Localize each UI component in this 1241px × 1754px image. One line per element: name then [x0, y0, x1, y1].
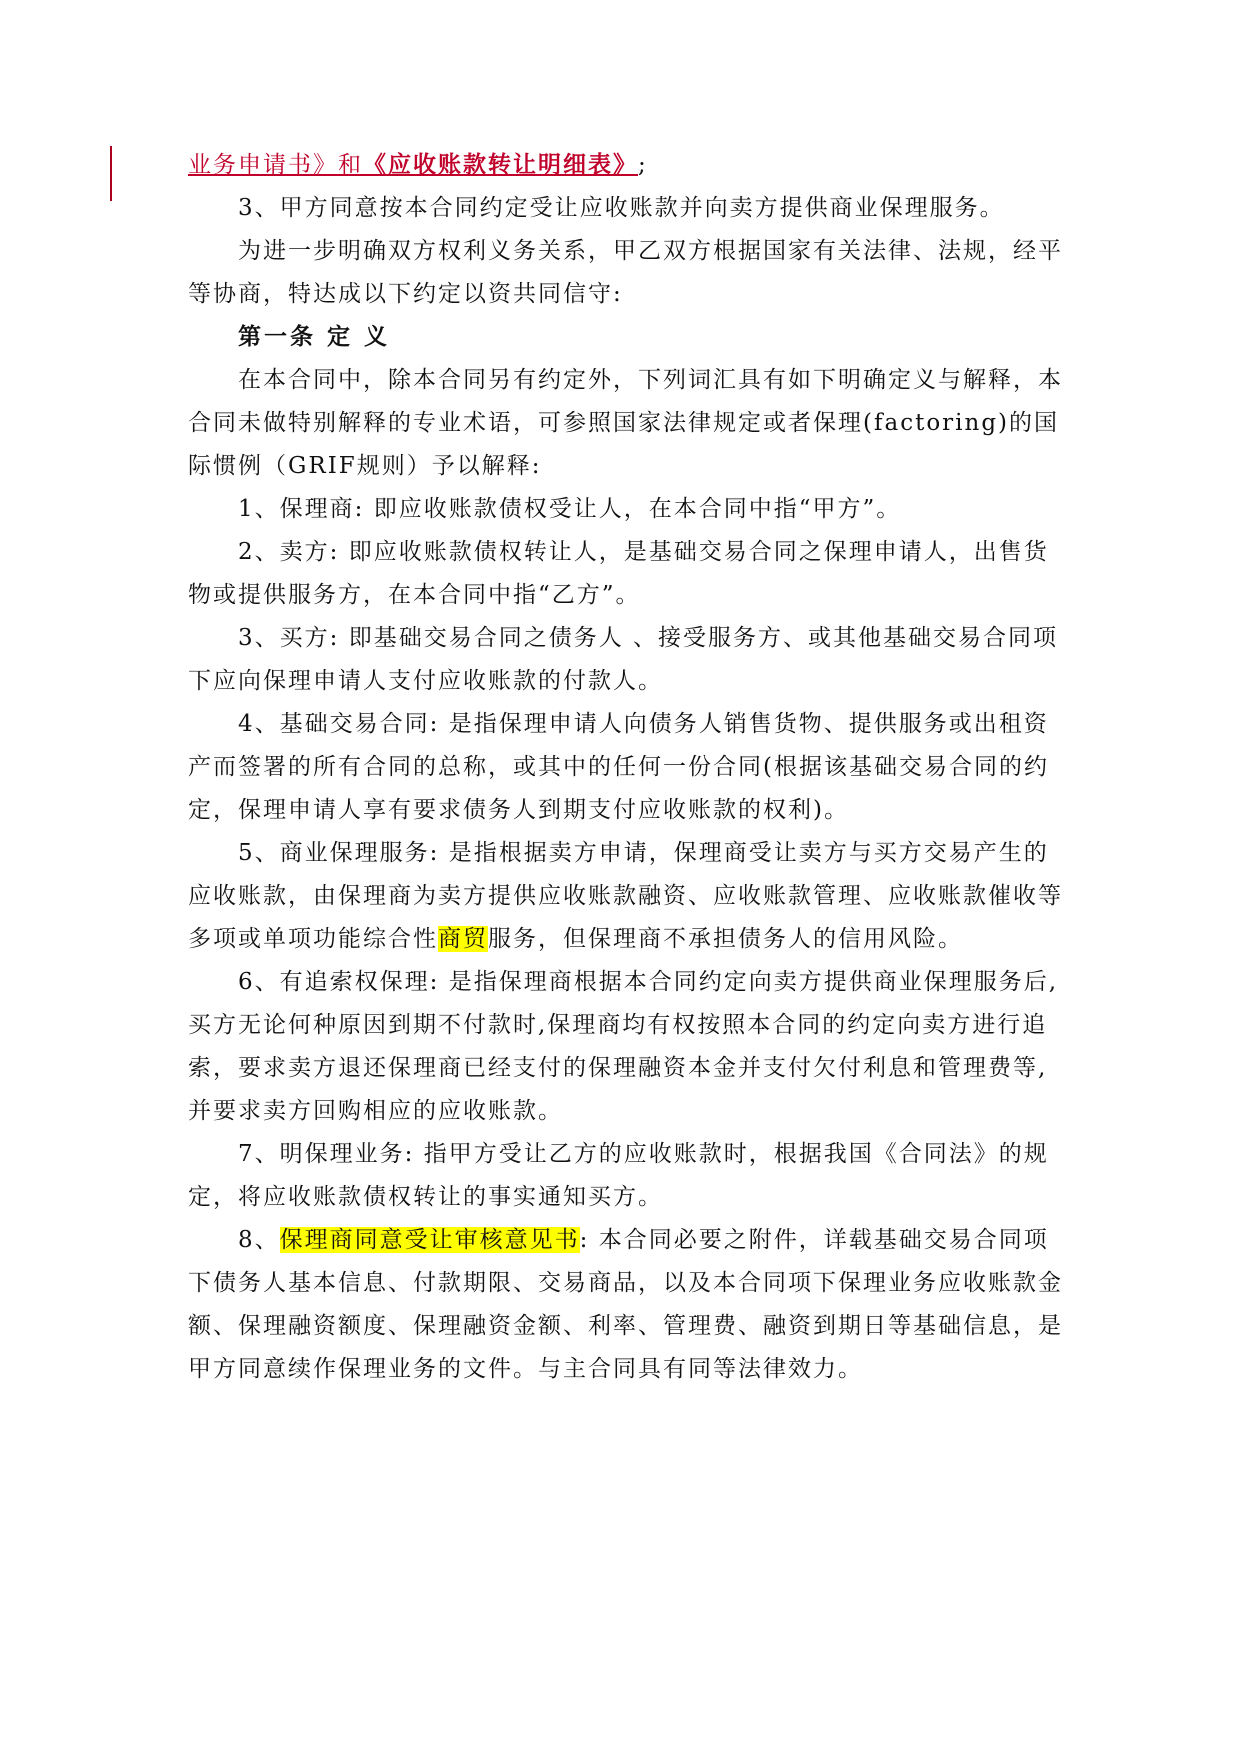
definition-8-line-1 [238, 1225, 1049, 1255]
paragraph-line-4: 等协商，特达成以下约定以资共同信守: [188, 281, 623, 307]
highlighted-term: 商贸 [438, 926, 488, 952]
definition-8-line-4: 甲方同意续作保理业务的文件。与主合同具有同等法律效力。 [188, 1356, 863, 1382]
punctuation: ; [638, 152, 648, 178]
paragraph-line-1 [188, 150, 648, 180]
paragraph-line-5: 在本合同中，除本合同另有约定外，下列词汇具有如下明确定义与解释，本 [238, 367, 1063, 393]
definition-6-line-2: 买方无论何种原因到期不付款时,保理商均有权按照本合同的约定向卖方进行追 [188, 1012, 1048, 1038]
definition-4-line-1: 4、基础交易合同: 是指保理申请人向债务人销售货物、提供服务或出租资 [238, 711, 1049, 737]
definition-8-text: : 本合同必要之附件，详载基础交易合同项 [579, 1227, 1049, 1253]
paragraph-line-7: 际惯例（GRIF规则）予以解释: [188, 453, 542, 479]
definition-7-line-1: 7、明保理业务: 指甲方受让乙方的应收账款时，根据我国《合同法》的规 [238, 1141, 1049, 1167]
definition-4-line-3: 定，保理申请人享有要求债务人到期支付应收账款的权利)。 [188, 797, 849, 823]
definition-8-number: 8、 [238, 1227, 280, 1253]
definition-4-line-2: 产而签署的所有合同的总称，或其中的任何一份合同(根据该基础交易合同的约 [188, 754, 1049, 780]
definition-5-text-before-highlight: 多项或单项功能综合性 [188, 926, 438, 952]
definition-6-line-3: 索，要求卖方退还保理商已经支付的保理融资本金并支付欠付利息和管理费等, [188, 1055, 1048, 1081]
definition-2-line-2: 物或提供服务方，在本合同中指“乙方”。 [188, 582, 641, 608]
definition-2-line-1: 2、卖方: 即应收账款债权转让人，是基础交易合同之保理申请人，出售货 [238, 539, 1049, 565]
highlighted-definition-term: 保理商同意受让审核意见书 [279, 1227, 580, 1253]
definition-3-line-1: 3、买方: 即基础交易合同之债务人 、接受服务方、或其他基础交易合同项 [238, 625, 1059, 651]
paragraph-line-3: 为进一步明确双方权利义务关系，甲乙双方根据国家有关法律、法规，经平 [238, 238, 1063, 264]
paragraph-line-6: 合同未做特别解释的专业术语，可参照国家法律规定或者保理(factoring)的国 [188, 410, 1060, 436]
paragraph-line-2: 3、甲方同意按本合同约定受让应收账款并向卖方提供商业保理服务。 [238, 195, 1005, 221]
definition-3-line-2: 下应向保理申请人支付应收账款的付款人。 [188, 668, 663, 694]
section-heading: 第一条 定 义 [238, 323, 391, 350]
definition-8-line-3: 额、保理融资额度、保理融资金额、利率、管理费、融资到期日等基础信息，是 [188, 1313, 1063, 1339]
tracked-change-title: 《应收账款转让明细表》 [363, 151, 638, 178]
definition-5-line-3 [188, 924, 963, 954]
definition-6-line-4: 并要求卖方回购相应的应收账款。 [188, 1098, 563, 1124]
definition-6-line-1: 6、有追索权保理: 是指保理商根据本合同约定向卖方提供商业保理服务后, [238, 969, 1059, 995]
revision-marker [110, 146, 112, 201]
definition-1: 1、保理商: 即应收账款债权受让人，在本合同中指“甲方”。 [238, 496, 902, 522]
definition-8-line-2: 下债务人基本信息、付款期限、交易商品，以及本合同项下保理业务应收账款金 [188, 1270, 1063, 1296]
definition-5-line-1: 5、商业保理服务: 是指根据卖方申请，保理商受让卖方与买方交易产生的 [238, 840, 1049, 866]
definition-7-line-2: 定，将应收账款债权转让的事实通知买方。 [188, 1184, 663, 1210]
definition-5-text-after-highlight: 服务，但保理商不承担债务人的信用风险。 [488, 926, 963, 952]
tracked-change-text: 业务申请书》和 [188, 152, 363, 178]
definition-5-line-2: 应收账款，由保理商为卖方提供应收账款融资、应收账款管理、应收账款催收等 [188, 883, 1063, 909]
